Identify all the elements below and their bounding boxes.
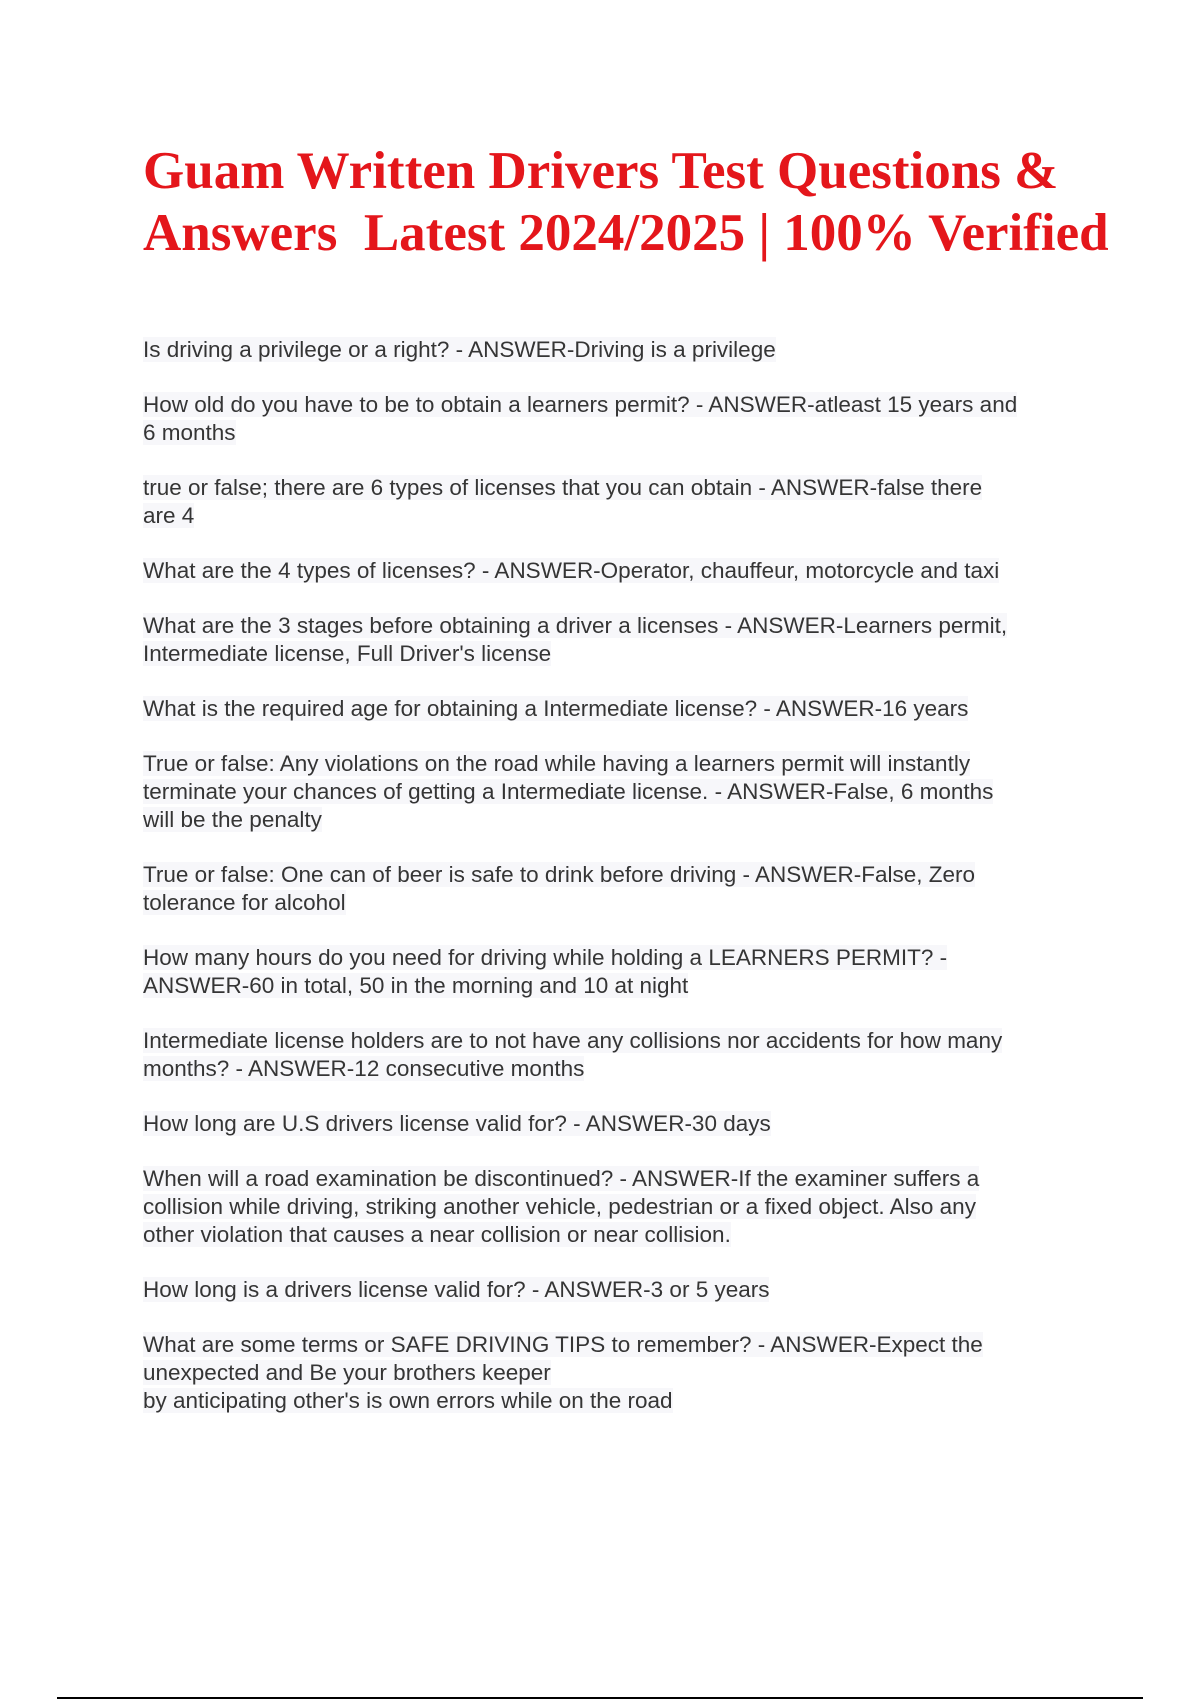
qa-item	[143, 1110, 1093, 1138]
qa-item	[143, 474, 1093, 530]
qa-text: What is the required age for obtaining a Intermediate license? - ANSWER-16 years	[143, 696, 969, 721]
qa-item	[143, 750, 1093, 834]
qa-item	[143, 1276, 1093, 1304]
qa-text: True or false: One can of beer is safe to drink before driving - ANSWER-False, Zero tolerance for alcohol	[143, 862, 976, 915]
qa-list	[143, 336, 1093, 1442]
document-title	[143, 140, 1183, 264]
qa-item	[143, 1331, 1093, 1415]
qa-item	[143, 557, 1093, 585]
qa-text: True or false: Any violations on the road while having a learners permit will instantly terminate your chances of getting a Intermediate license. - ANSWER-False, 6 months will be the penalty	[143, 751, 994, 832]
title-line-1: Guam Written Drivers Test Questions &	[143, 142, 1059, 200]
footer-divider	[57, 1697, 1143, 1699]
qa-text: How old do you have to be to obtain a learners permit? - ANSWER-atleast 15 years and 6 months	[143, 392, 1018, 445]
qa-item	[143, 1165, 1093, 1249]
qa-text: Intermediate license holders are to not have any collisions nor accidents for how many months? - ANSWER-12 consecutive months	[143, 1028, 1003, 1081]
qa-item	[143, 861, 1093, 917]
qa-text: How long is a drivers license valid for? - ANSWER-3 or 5 years	[143, 1277, 770, 1302]
qa-text: How long are U.S drivers license valid for? - ANSWER-30 days	[143, 1111, 771, 1136]
qa-text: What are some terms or SAFE DRIVING TIPS to remember? - ANSWER-Expect the unexpected and Be your brothers keeper by anticipating other's is own errors while on the road	[143, 1332, 983, 1413]
qa-text: Is driving a privilege or a right? - ANSWER-Driving is a privilege	[143, 337, 776, 362]
qa-text: What are the 4 types of licenses? - ANSWER-Operator, chauffeur, motorcycle and taxi	[143, 558, 1000, 583]
qa-item	[143, 336, 1093, 364]
qa-text: true or false; there are 6 types of licenses that you can obtain - ANSWER-false there are 4	[143, 475, 983, 528]
qa-text: How many hours do you need for driving while holding a LEARNERS PERMIT? - ANSWER-60 in total, 50 in the morning and 10 at night	[143, 945, 948, 998]
qa-item	[143, 612, 1093, 668]
qa-text: When will a road examination be discontinued? - ANSWER-If the examiner suffers a collision while driving, striking another vehicle, pedestrian or a fixed object. Also any other violation that causes a near collision or near collision.	[143, 1166, 980, 1247]
title-line-2: Answers Latest 2024/2025 | 100% Verified	[143, 204, 1109, 262]
qa-item	[143, 1027, 1093, 1083]
qa-item	[143, 391, 1093, 447]
qa-item	[143, 944, 1093, 1000]
qa-text: What are the 3 stages before obtaining a driver a licenses - ANSWER-Learners permit, Intermediate license, Full Driver's license	[143, 613, 1008, 666]
qa-item	[143, 695, 1093, 723]
